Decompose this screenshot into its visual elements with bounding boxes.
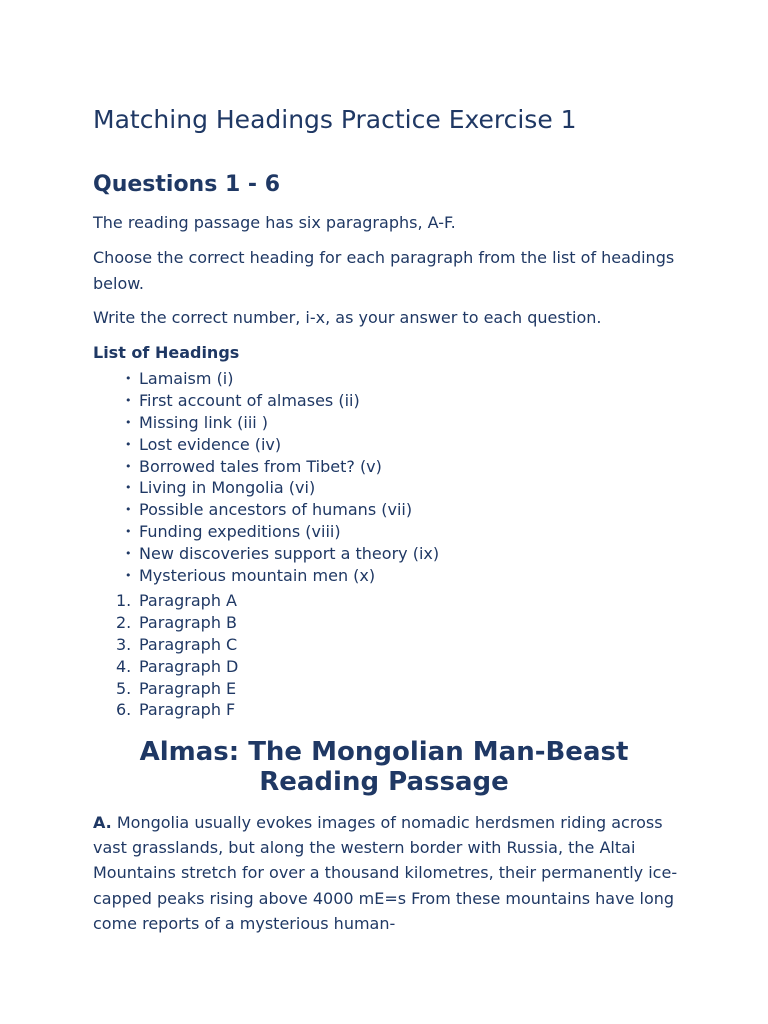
heading-option: Living in Mongolia (vi): [139, 478, 316, 498]
question-label: Paragraph F: [139, 700, 236, 720]
list-item: [93, 434, 439, 456]
list-of-headings-title: List of Headings: [93, 343, 240, 362]
paragraph-text: Mongolia usually evokes images of nomadic herdsmen riding across vast grasslands, but along the western border with Russia, the Altai Mountains stretch for over a thousand kilometres, their permanently ice-capped peaks rising above 4000 mE=s From these mountains have long come reports of a mysterious human-: [93, 813, 678, 933]
bullet-icon: •: [125, 547, 132, 561]
question-number: 4.: [116, 656, 132, 676]
passage-paragraph-a: [93, 810, 678, 936]
question-label: Paragraph B: [139, 612, 238, 632]
bullet-icon: •: [125, 503, 132, 517]
heading-option: Lamaism (i): [139, 369, 234, 388]
question-label: Paragraph C: [139, 634, 238, 654]
question-item: [93, 699, 238, 721]
heading-option: Lost evidence (iv): [139, 434, 282, 454]
instruction-paragraph: The reading passage has six paragraphs, A-F.: [93, 213, 456, 232]
heading-option: New discoveries support a theory (ix): [139, 544, 440, 564]
bullet-icon: •: [125, 437, 132, 451]
questions-list: [93, 590, 238, 721]
bullet-icon: •: [125, 481, 132, 495]
heading-option: First account of almases (ii): [139, 390, 360, 410]
heading-option: Borrowed tales from Tibet? (v): [139, 456, 382, 476]
question-item: [93, 612, 238, 634]
headings-list: [93, 368, 439, 587]
bullet-icon: •: [125, 415, 132, 429]
heading-option: Mysterious mountain men (x): [139, 566, 376, 586]
list-item: [93, 412, 439, 434]
question-number: 5.: [116, 678, 132, 698]
page-title: Matching Headings Practice Exercise 1: [93, 105, 577, 134]
bullet-icon: •: [125, 525, 132, 539]
bullet-icon: •: [125, 372, 132, 385]
heading-option: Funding expeditions (viii): [139, 522, 341, 542]
instruction-paragraph: Write the correct number, i-x, as your answer to each question.: [93, 308, 602, 327]
question-number: 6.: [116, 700, 132, 720]
question-number: 2.: [116, 612, 132, 632]
instruction-paragraph: Choose the correct heading for each paragraph from the list of headings below.: [93, 248, 675, 293]
question-item: [93, 656, 238, 678]
paragraph-letter: A.: [93, 813, 112, 832]
list-item: [93, 477, 439, 499]
question-label: Paragraph E: [139, 678, 237, 698]
heading-option: Missing link (iii ): [139, 412, 269, 432]
list-item: [93, 543, 439, 565]
question-item: [93, 590, 238, 612]
passage-title: Almas: The Mongolian Man-Beast Reading Passage: [139, 737, 629, 797]
question-item: [93, 678, 238, 700]
question-number: 1.: [116, 591, 132, 610]
list-item: [93, 499, 439, 521]
list-item: [93, 521, 439, 543]
bullet-icon: •: [125, 393, 132, 407]
questions-heading: Questions 1 - 6: [93, 172, 281, 197]
list-item: [93, 368, 439, 390]
question-number: 3.: [116, 634, 132, 654]
bullet-icon: •: [125, 569, 132, 583]
bullet-icon: •: [125, 459, 132, 473]
list-item: [93, 565, 439, 587]
question-label: Paragraph A: [139, 591, 237, 610]
list-item: [93, 390, 439, 412]
heading-option: Possible ancestors of humans (vii): [139, 500, 413, 520]
question-label: Paragraph D: [139, 656, 239, 676]
list-item: [93, 456, 439, 478]
question-item: [93, 634, 238, 656]
